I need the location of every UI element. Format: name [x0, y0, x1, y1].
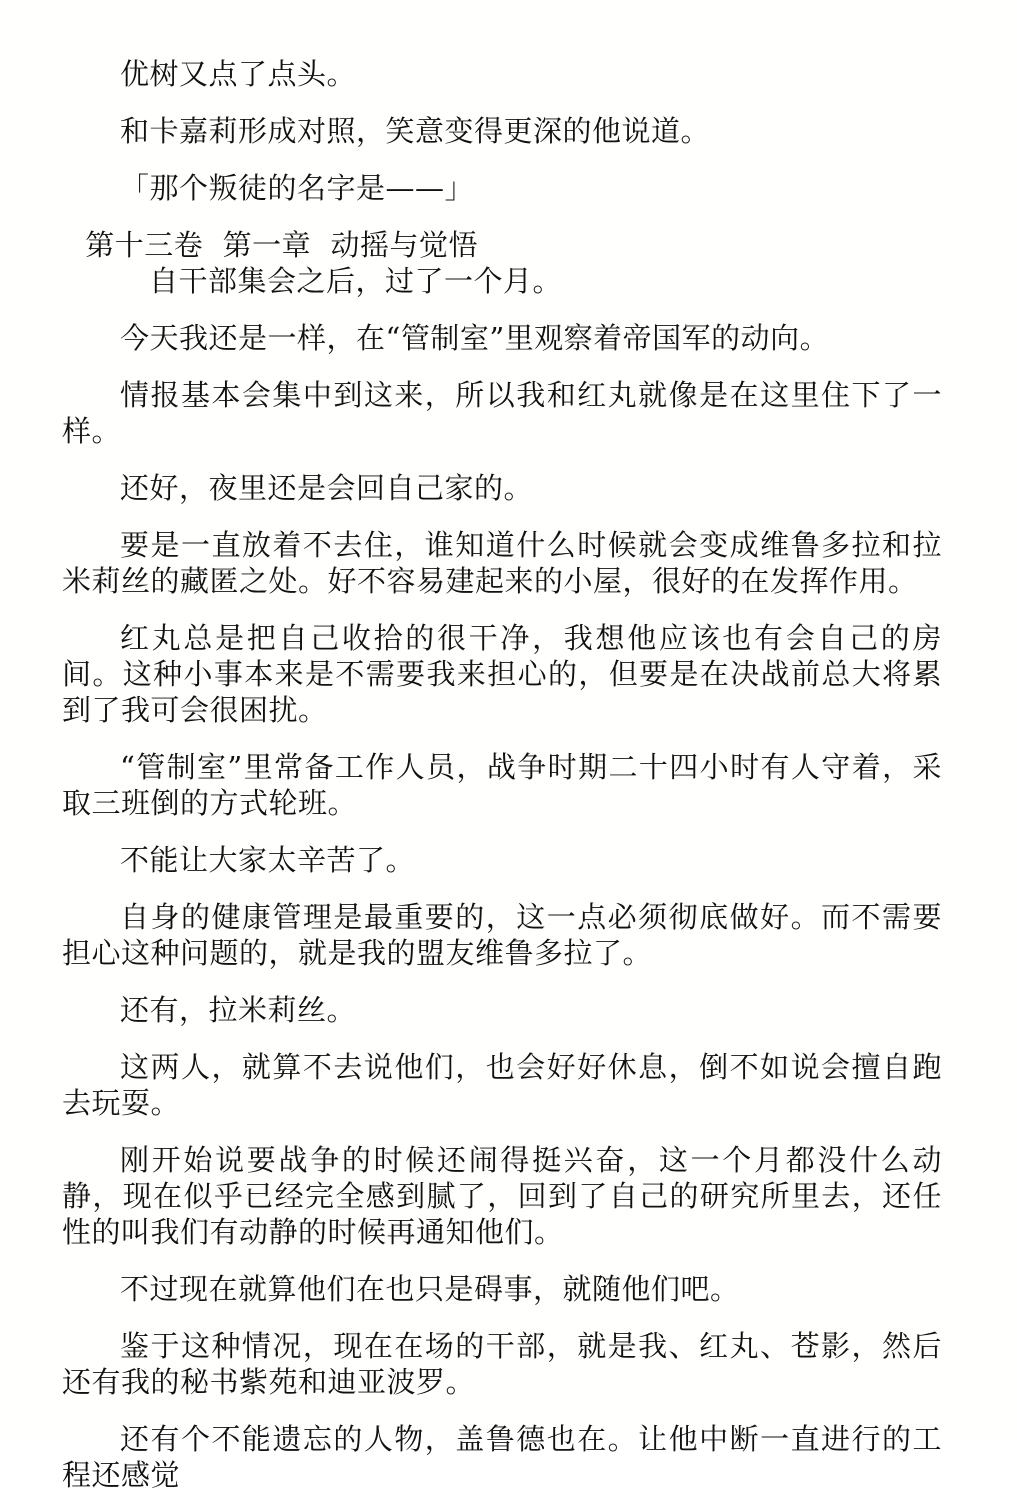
- paragraph-10: 不能让大家太辛苦了。: [120, 843, 416, 877]
- paragraph-16: 鉴于这种情况，现在在场的干部，就是我、红丸、苍影，然后还有我的秘书紫苑和迪亚波罗。: [62, 1329, 942, 1399]
- chapter-lead-line: 自干部集会之后，过了一个月。: [149, 264, 563, 298]
- paragraph-5: 情报基本会集中到这来，所以我和红丸就像是在这里住下了一样。: [62, 378, 942, 448]
- document-text-column: [62, 56, 942, 1493]
- paragraph-8: 红丸总是把自己收拾的很干净，我想他应该也有会自己的房间。这种小事本来是不需要我来担心的，但要是在决战前总大将累到了我可会很困扰。: [62, 621, 942, 727]
- chapter-title: 第十三卷 第一章 动摇与觉悟: [85, 228, 479, 262]
- paragraph-11: 自身的健康管理是最重要的，这一点必须彻底做好。而不需要担心这种问题的，就是我的盟友维鲁多拉了。: [62, 900, 942, 970]
- paragraph-15: 不过现在就算他们在也只是碍事，就随他们吧。: [120, 1272, 740, 1306]
- paragraph-3-quote: 「那个叛徒的名字是——」: [120, 171, 475, 205]
- paragraph-17-clipped: 还有个不能遗忘的人物，盖鲁德也在。让他中断一直进行的工程还感觉: [62, 1422, 942, 1492]
- paragraph-4: 今天我还是一样，在“管制室”里观察着帝国军的动向。: [120, 321, 830, 355]
- paragraph-14: 刚开始说要战争的时候还闹得挺兴奋，这一个月都没什么动静，现在似乎已经完全感到腻了，回到了自己的研究所里去，还任性的叫我们有动静的时候再通知他们。: [62, 1143, 942, 1249]
- paragraph-6: 还好，夜里还是会回自己家的。: [120, 471, 534, 505]
- paragraph-2: 和卡嘉莉形成对照，笑意变得更深的他说道。: [120, 114, 711, 148]
- paragraph-1: 优树又点了点头。: [120, 57, 357, 91]
- paragraph-9: “管制室”里常备工作人员，战争时期二十四小时有人守着，采取三班倒的方式轮班。: [62, 750, 942, 820]
- paragraph-12: 还有，拉米莉丝。: [120, 993, 357, 1027]
- paragraph-7: 要是一直放着不去住，谁知道什么时候就会变成维鲁多拉和拉米莉丝的藏匿之处。好不容易建起来的小屋，很好的在发挥作用。: [62, 528, 942, 598]
- paragraph-13: 这两人，就算不去说他们，也会好好休息，倒不如说会擅自跑去玩耍。: [62, 1050, 942, 1120]
- chapter-heading-block: [62, 227, 942, 299]
